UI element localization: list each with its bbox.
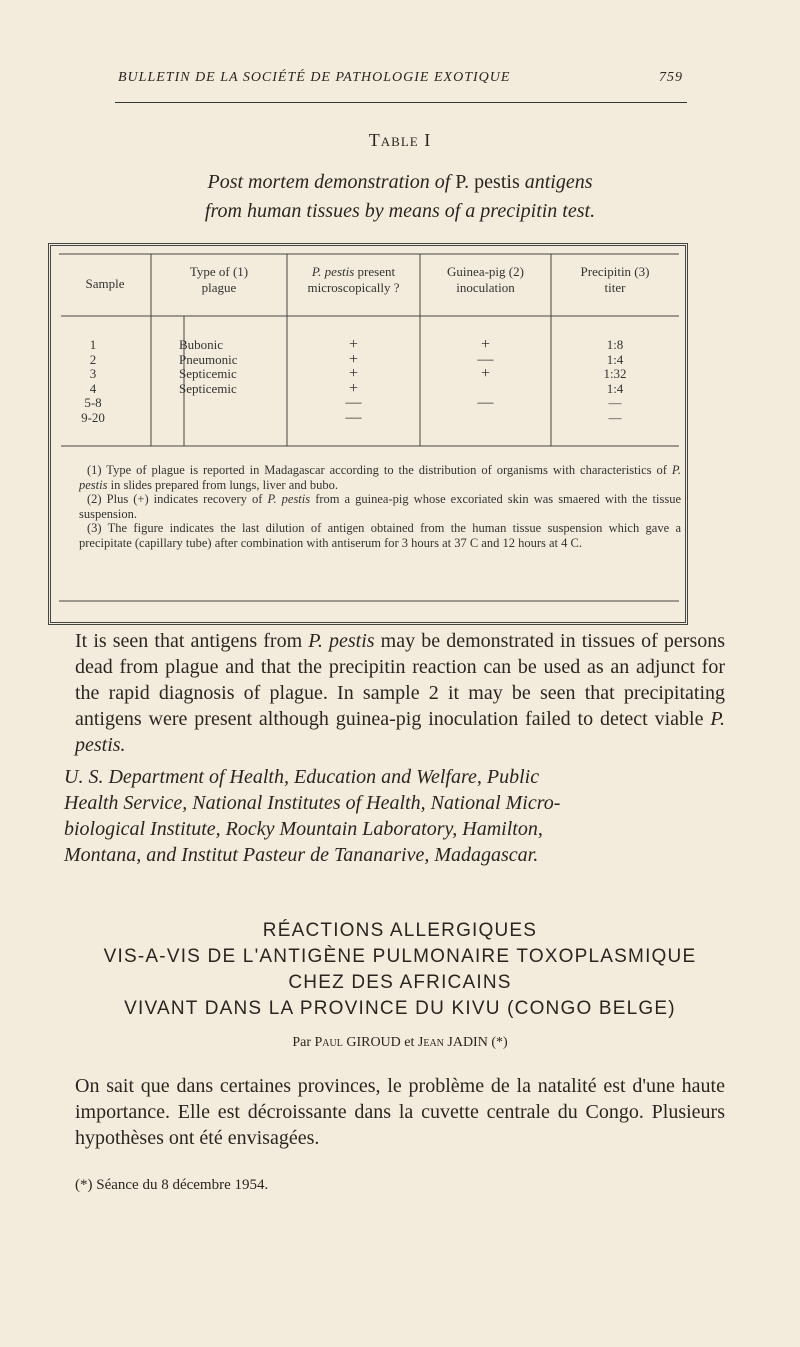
byline-et: et (404, 1035, 415, 1050)
article-title-line: VIVANT DANS LA PROVINCE DU KIVU (CONGO BELGE) (124, 998, 676, 1019)
guinea-pig-column (420, 338, 551, 411)
article-title-line: RÉACTIONS ALLERGIQUES (262, 920, 538, 941)
note-text: in slides prepared from lungs, liver and bubo. (110, 477, 338, 492)
table-cell: 1:4 (606, 380, 624, 396)
table-notes (79, 463, 681, 550)
paragraph-text: may be demonstrated in tissues of persons dead from plague and that the precipitin reaction can be used as an adjunct for the rapid diagnosis of plague. In sample 2 it may be seen that precipitating antigens were present although guinea-pig inoculation failed to detect viable (75, 630, 726, 730)
col-header-sample: Sample (85, 276, 125, 291)
col-header-guinea-pig (420, 264, 551, 296)
table-cell: Septicemic (179, 366, 237, 381)
article-title-line: CHEZ DES AFRICAINS (288, 972, 512, 993)
col-header-microscopic-line1 (287, 264, 420, 280)
table-cell: 2 (89, 351, 97, 367)
author-last-name: GIROUD (346, 1035, 401, 1050)
table-cell: — (345, 408, 362, 426)
running-header (118, 70, 683, 86)
table-caption (60, 168, 740, 226)
author-first-name: Paul (314, 1035, 343, 1050)
col-header-microscopic-line2: microscopically ? (307, 280, 400, 295)
table-cell: + (348, 365, 359, 382)
table-cell: + (348, 379, 359, 397)
table-cell: — (608, 409, 622, 425)
results-table (48, 243, 688, 625)
caption-line-1 (60, 168, 740, 197)
col-header-guinea-line2: inoculation (456, 280, 515, 295)
col-header-guinea-line1: Guinea-pig (2) (447, 264, 524, 279)
table-cell: 4 (89, 380, 97, 396)
table-cell: — (345, 394, 362, 411)
table-cell: Septicemic (179, 380, 237, 396)
paragraph-species: P. pestis (308, 630, 375, 652)
table-cell: — (477, 394, 494, 411)
table-cell: 5-8 (84, 395, 102, 410)
table-note-2 (79, 492, 681, 521)
affiliation (64, 764, 704, 868)
table-cell: + (480, 336, 491, 353)
microscopic-column (287, 338, 420, 425)
table-note-3: (3) The figure indicates the last dilution of antigen obtained from the human tissue suspension which gave a precipitate (capillary tube) after combination with antiserum for 3 hours at 37 C and 12 hours at 4 C. (79, 521, 681, 550)
note-species: P. pestis (267, 492, 311, 506)
caption-genus: P. (455, 171, 470, 193)
table-cell: + (348, 350, 359, 368)
caption-text-end: antigens (524, 171, 593, 193)
table-label: Table I (368, 130, 432, 150)
table-cell: 3 (89, 366, 97, 381)
table-cell: 1 (89, 337, 97, 352)
byline-par: Par (292, 1035, 311, 1050)
note-text: from a guinea-pig whose excoriated skin was smaered with the tissue suspension. (79, 492, 681, 521)
table-cell: — (608, 395, 622, 410)
caption-line-2: from human tissues by means of a precipitin test. (204, 200, 596, 222)
table-cell: + (348, 336, 359, 353)
col-header-species: P. pestis (311, 264, 355, 279)
footnote-mark: (*) (491, 1035, 508, 1050)
table-cell: 9-20 (81, 409, 105, 425)
byline (0, 1035, 800, 1051)
col-header-precipitin (551, 264, 679, 296)
page-number: 759 (659, 70, 683, 85)
table-cell: + (480, 365, 491, 382)
table-cell: Pneumonic (179, 351, 238, 367)
col-header-type-line1: Type of (1) (189, 264, 249, 279)
affiliation-line: biological Institute, Rocky Mountain Laboratory, Hamilton, (64, 818, 543, 840)
table-cell: 1:4 (606, 351, 624, 367)
author-first-name: Jean (417, 1035, 444, 1050)
affiliation-line: Montana, and Institut Pasteur de Tananarive, Madagascar. (64, 844, 539, 866)
note-text: (2) Plus (+) indicates recovery of (87, 492, 263, 506)
col-header-type (151, 264, 287, 296)
article-intro: On sait que dans certaines provinces, le problème de la natalité est d'une haute importance. Elle est décroissante dans la cuvette centrale du Congo. Plusieurs hypothèses ont été envisagées. (75, 1075, 725, 1149)
paragraph-text: It is seen that antigens from (75, 630, 303, 652)
table-cell: — (477, 350, 494, 368)
header-rule (115, 102, 687, 103)
affiliation-line: U. S. Department of Health, Education and Welfare, Public (64, 766, 540, 788)
caption-species: pestis (474, 171, 520, 193)
caption-text: Post mortem demonstration of (207, 171, 451, 193)
table-rules (51, 246, 685, 622)
col-header-precip-line1: Precipitin (3) (580, 264, 650, 279)
col-header-type-line2: plague (201, 280, 237, 295)
article-title (0, 918, 800, 1022)
titer-column (551, 338, 679, 425)
col-header-present: present (357, 264, 396, 279)
author-last-name: JADIN (447, 1035, 488, 1050)
sample-column (59, 338, 127, 425)
table-cell: 1:8 (606, 337, 624, 352)
article-title-line: VIS-A-VIS DE L'ANTIGÈNE PULMONAIRE TOXOPLASMIQUE (103, 946, 697, 967)
paragraph-species: P. pestis. (75, 708, 725, 756)
journal-title: BULLETIN DE LA SOCIÉTÉ DE PATHOLOGIE EXOTIQUE (118, 70, 511, 85)
type-column (179, 338, 289, 396)
table-cell: 1:32 (603, 366, 627, 381)
table-note-1 (79, 463, 681, 492)
col-header-precip-line2: titer (604, 280, 626, 295)
body-paragraph (75, 628, 725, 758)
affiliation-line: Health Service, National Institutes of Health, National Micro- (64, 792, 561, 814)
footnote: (*) Séance du 8 décembre 1954. (75, 1177, 269, 1193)
note-text: (1) Type of plague is reported in Madagascar according to the distribution of organisms with characteristics of (87, 463, 667, 477)
table-cell: Bubonic (179, 337, 224, 352)
col-header-microscopic (287, 264, 420, 296)
note-species: P. pestis (79, 463, 682, 492)
